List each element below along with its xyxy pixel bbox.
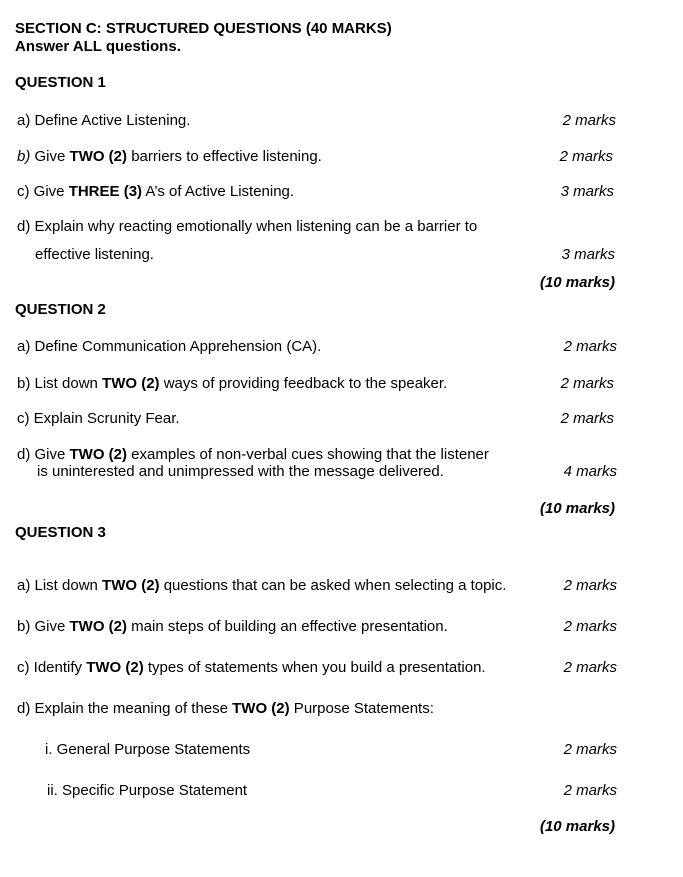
q3-i-marks: 2 marks — [563, 741, 617, 758]
q3-c-bold: TWO (2) — [86, 659, 144, 676]
q3-d-pre: d) Explain the meaning of these — [17, 700, 233, 717]
q3-a-text — [17, 577, 506, 595]
q3-a-pre: a) List down — [17, 577, 103, 594]
q1-b-pre: Give — [30, 148, 70, 165]
q3-a-bold: TWO (2) — [102, 577, 160, 594]
q3-a-marks: 2 marks — [563, 577, 617, 594]
question-1-title: QUESTION 1 — [15, 74, 106, 91]
q2-b-bold: TWO (2) — [102, 375, 160, 392]
q3-ii-text: ii. Specific Purpose Statement — [47, 782, 248, 799]
instruction: Answer ALL questions. — [15, 38, 181, 55]
q2-a-marks: 2 marks — [563, 338, 617, 355]
q1-b-text — [17, 148, 322, 166]
q1-a-text: a) Define Active Listening. — [17, 112, 191, 129]
q1-c-text — [17, 183, 294, 201]
q1-c-bold: THREE (3) — [68, 183, 143, 200]
q3-c-pre: c) Identify — [17, 659, 87, 676]
q3-c-post: types of statements when you build a presentation. — [143, 659, 486, 676]
q2-b-marks: 2 marks — [560, 375, 614, 392]
q1-b-marks: 2 marks — [559, 148, 613, 165]
q3-a-post: questions that can be asked when selecting a topic. — [159, 577, 507, 594]
q1-c-marks: 3 marks — [560, 183, 614, 200]
q2-b-text — [17, 375, 447, 393]
q2-total-marks: (10 marks) — [539, 500, 615, 517]
question-3-title: QUESTION 3 — [15, 524, 106, 541]
q2-a-text: a) Define Communication Apprehension (CA). — [17, 338, 322, 355]
q2-d-marks: 4 marks — [563, 463, 617, 480]
q1-b-prefix: b) — [17, 148, 31, 165]
q3-c-marks: 2 marks — [563, 659, 617, 676]
q2-d-post: examples of non-verbal cues showing that the listener — [127, 446, 489, 463]
q2-c-text: c) Explain Scrunity Fear. — [17, 410, 180, 427]
q1-b-post: barriers to effective listening. — [127, 148, 322, 165]
q3-b-pre: b) Give — [17, 618, 70, 635]
q3-d-bold: TWO (2) — [232, 700, 290, 717]
q1-total-marks: (10 marks) — [539, 274, 615, 291]
q3-b-post: main steps of building an effective presentation. — [127, 618, 448, 635]
q1-a-marks: 2 marks — [562, 112, 616, 129]
q2-c-marks: 2 marks — [560, 410, 614, 427]
q1-c-post: A’s of Active Listening. — [142, 183, 295, 200]
q3-b-marks: 2 marks — [563, 618, 617, 635]
q2-b-post: ways of providing feedback to the speaker. — [159, 375, 448, 392]
q1-d-marks: 3 marks — [561, 246, 615, 263]
q2-d-line2: is uninterested and unimpressed with the message delivered. — [37, 463, 444, 480]
q2-d-pre: d) Give — [17, 446, 70, 463]
q2-d-line1 — [17, 446, 489, 464]
q1-d-line2: effective listening. — [35, 246, 154, 263]
q3-b-text — [17, 618, 448, 636]
q3-ii-marks: 2 marks — [563, 782, 617, 799]
q1-d-line1: d) Explain why reacting emotionally when listening can be a barrier to — [17, 218, 478, 235]
q3-b-bold: TWO (2) — [69, 618, 128, 635]
q2-d-bold: TWO (2) — [69, 446, 128, 463]
section-title: SECTION C: STRUCTURED QUESTIONS (40 MARKS) — [15, 20, 392, 37]
q3-d-post: Purpose Statements: — [289, 700, 434, 717]
question-2-title: QUESTION 2 — [15, 301, 106, 318]
q1-c-pre: c) Give — [17, 183, 69, 200]
q3-c-text — [17, 659, 486, 677]
q3-total-marks: (10 marks) — [539, 818, 615, 835]
q2-b-pre: b) List down — [17, 375, 103, 392]
q1-b-bold: TWO (2) — [69, 148, 128, 165]
q3-d-text — [17, 700, 434, 718]
q3-i-text: i. General Purpose Statements — [45, 741, 251, 758]
